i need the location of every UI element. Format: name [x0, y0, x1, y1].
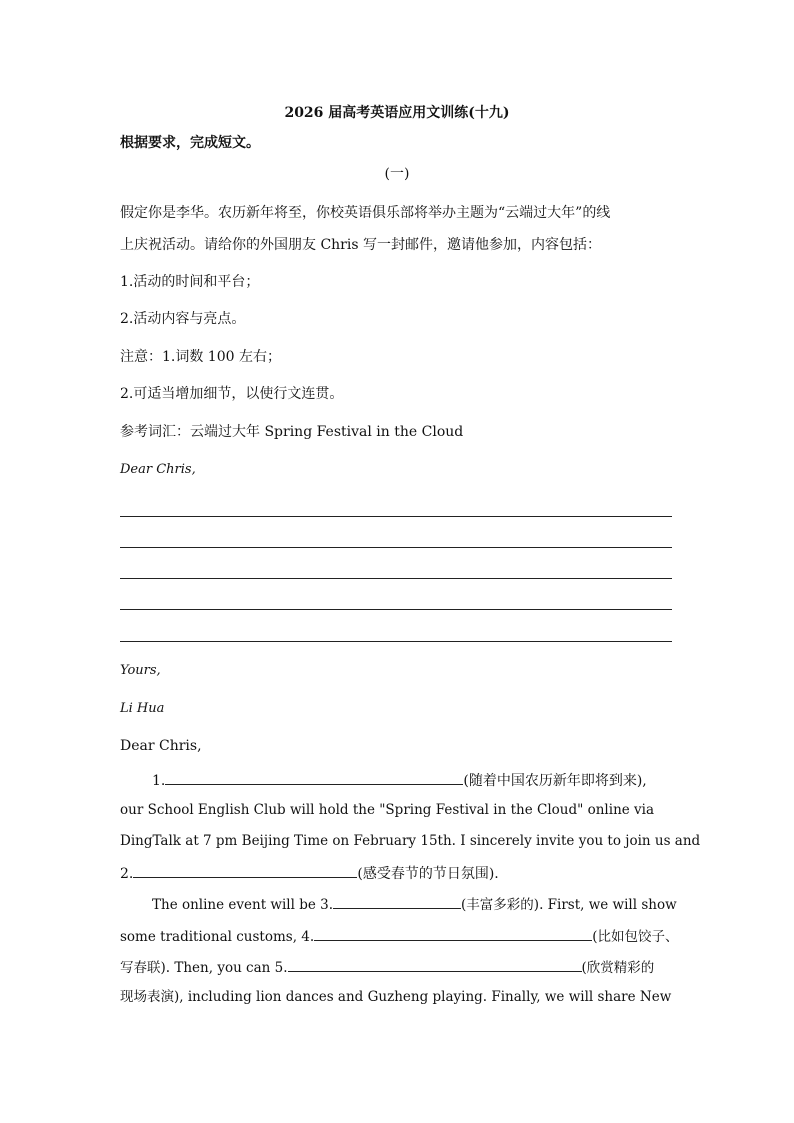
- prompt-vocab: 参考词汇：云端过大年 Spring Festival in the Cloud: [120, 424, 464, 440]
- model-para1-line4: [120, 862, 672, 884]
- sentence-text: The online event will be 3.: [152, 897, 334, 913]
- prompt-line-2: 上庆祝活动。请给你的外国朋友 Chris 写一封邮件，邀请他参加，内容包括：: [120, 237, 601, 253]
- prompt-point-2: 2.活动内容与亮点。: [120, 311, 246, 327]
- page-title: 2026 届高考英语应用文训练(十九): [284, 105, 510, 121]
- model-para2-line4: 现场表演), including lion dances and Guzheng playing. Finally, we will share New: [120, 989, 672, 1005]
- answer-blank-1[interactable]: [165, 769, 463, 785]
- model-para2-line1: [120, 893, 677, 915]
- writing-line[interactable]: [120, 609, 672, 610]
- writing-line[interactable]: [120, 547, 672, 548]
- prompt-line-1: 假定你是李华。农历新年将至，你校英语俱乐部将举办主题为“云端过大年”的线: [120, 205, 611, 221]
- template-signature: Li Hua: [120, 701, 165, 716]
- template-greeting: Dear Chris,: [120, 462, 196, 477]
- writing-line[interactable]: [120, 641, 672, 642]
- hint-text: (随着中国农历新年即将到来),: [463, 773, 647, 789]
- model-para1-line1: [120, 769, 672, 791]
- hint-text: (丰富多彩的). First, we will show: [461, 897, 677, 913]
- answer-blank-5[interactable]: [288, 956, 582, 972]
- answer-blank-2[interactable]: [133, 862, 357, 878]
- model-greeting: Dear Chris,: [120, 738, 202, 754]
- sentence-text: 写春联). Then, you can 5.: [120, 960, 288, 976]
- section-mark: (一): [384, 166, 410, 182]
- writing-line[interactable]: [120, 578, 672, 579]
- model-para2-line2: [120, 925, 679, 947]
- answer-blank-4[interactable]: [314, 925, 592, 941]
- model-para2-line3: [120, 956, 672, 978]
- hint-text: (感受春节的节日氛围).: [357, 866, 499, 882]
- answer-blank-3[interactable]: [333, 893, 461, 909]
- blank-number: 1.: [152, 773, 166, 789]
- model-para1-line3: DingTalk at 7 pm Beijing Time on February 15th. I sincerely invite you to join us and: [120, 833, 701, 849]
- model-para1-line2: our School English Club will hold the "Spring Festival in the Cloud" online via: [120, 802, 655, 818]
- prompt-point-1: 1.活动的时间和平台；: [120, 274, 260, 290]
- prompt-note-1: 注意：1.词数 100 左右；: [120, 349, 281, 365]
- blank-number: 2.: [120, 866, 134, 882]
- hint-text: (比如包饺子、: [592, 929, 679, 945]
- prompt-note-2: 2.可适当增加细节，以使行文连贯。: [120, 386, 344, 402]
- template-closing: Yours,: [120, 663, 161, 678]
- sentence-text: some traditional customs, 4.: [120, 929, 315, 945]
- writing-line[interactable]: [120, 516, 672, 517]
- instruction: 根据要求，完成短文。: [120, 135, 260, 151]
- hint-text: (欣赏精彩的: [581, 960, 655, 976]
